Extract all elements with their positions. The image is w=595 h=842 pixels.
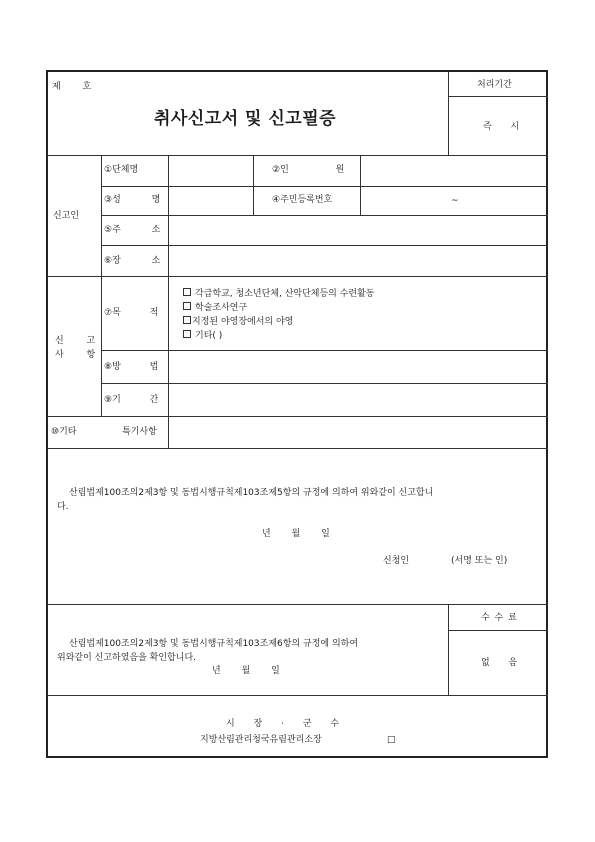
applicant-label: 신청인 <box>383 556 410 566</box>
purpose-option-research[interactable]: 학술조사연구 <box>183 302 247 314</box>
name-label: ③성 명 <box>104 195 161 205</box>
divider-certificate <box>47 695 548 696</box>
declaration-statement: 산림법제100조의2제3항 및 동법시행규칙제103조제5항의 규정에 의하여 위와같이 신고합니 <box>69 488 434 498</box>
checkbox-icon <box>183 302 191 310</box>
form-title: 취사신고서 및 신고필증 <box>154 109 337 129</box>
declaration-date: 년 월 일 <box>262 529 330 539</box>
resident-number-label: ④주민등록번호 <box>272 195 333 205</box>
divider-other <box>47 448 548 449</box>
checkbox-icon <box>183 330 191 338</box>
purpose-option-training[interactable]: 각급학교, 청소년단체, 산악단체등의 수련활동 <box>183 288 375 300</box>
certificate-statement-line2: 위와같이 신고하였음을 확인합니다. <box>57 653 196 663</box>
document-number-label: 제 호 <box>52 82 92 92</box>
divider-items <box>47 416 548 417</box>
checkbox-icon <box>183 316 191 324</box>
divider-header <box>47 155 548 156</box>
headcount-label: ②인 원 <box>272 165 345 175</box>
divider-fee <box>448 630 548 631</box>
method-label: ⑧방 법 <box>104 362 159 372</box>
fee-value: 없 음 <box>481 658 518 668</box>
authority-line2: 지방산림관리청국유림관리소장 <box>200 735 322 745</box>
address-label: ⑤주 소 <box>104 225 161 235</box>
declaration-statement-cont: 다. <box>57 502 69 512</box>
purpose-option-other[interactable]: 기타( ) <box>183 330 222 342</box>
report-items-label-1: 신 고 <box>55 336 96 346</box>
purpose-option-campsite[interactable]: 지정된 야영장에서의 야영 <box>183 316 293 328</box>
special-notes-label: 특기사항 <box>122 427 157 437</box>
other-label: ⑩기타 <box>51 427 77 437</box>
checkbox-icon <box>183 288 191 296</box>
divider-processing <box>448 96 548 97</box>
fee-label: 수 수 료 <box>481 613 517 623</box>
signature-label: (서명 또는 인) <box>451 556 508 566</box>
processing-period-label: 처리기간 <box>477 80 512 90</box>
place-label: ⑥장 소 <box>104 256 161 266</box>
divider-reporter <box>47 276 548 277</box>
authority-line1: 시 장 · 군 수 <box>226 719 340 729</box>
processing-period-value: 즉 시 <box>483 122 520 132</box>
vline-col2 <box>253 155 254 215</box>
vline-section <box>101 155 102 416</box>
vline-header <box>448 71 449 155</box>
divider-declaration <box>47 604 548 605</box>
vline-label <box>168 155 169 448</box>
vline-fee <box>448 604 449 695</box>
group-name-label: ①단체명 <box>104 165 139 175</box>
report-items-label-2: 사 항 <box>55 350 96 360</box>
certificate-date: 년 월 일 <box>212 666 280 676</box>
vline-col3 <box>360 155 361 215</box>
certificate-statement-line1: 산림법제100조의2제3항 및 동법시행규칙제103조제6항의 규정에 의하여 <box>69 639 359 649</box>
purpose-label: ⑦목 적 <box>104 308 159 318</box>
resident-number-separator: ~ <box>451 196 459 206</box>
period-label: ⑨기 간 <box>104 395 159 405</box>
reporter-section-label: 신고인 <box>53 211 80 221</box>
seal-mark: □ <box>387 735 396 745</box>
